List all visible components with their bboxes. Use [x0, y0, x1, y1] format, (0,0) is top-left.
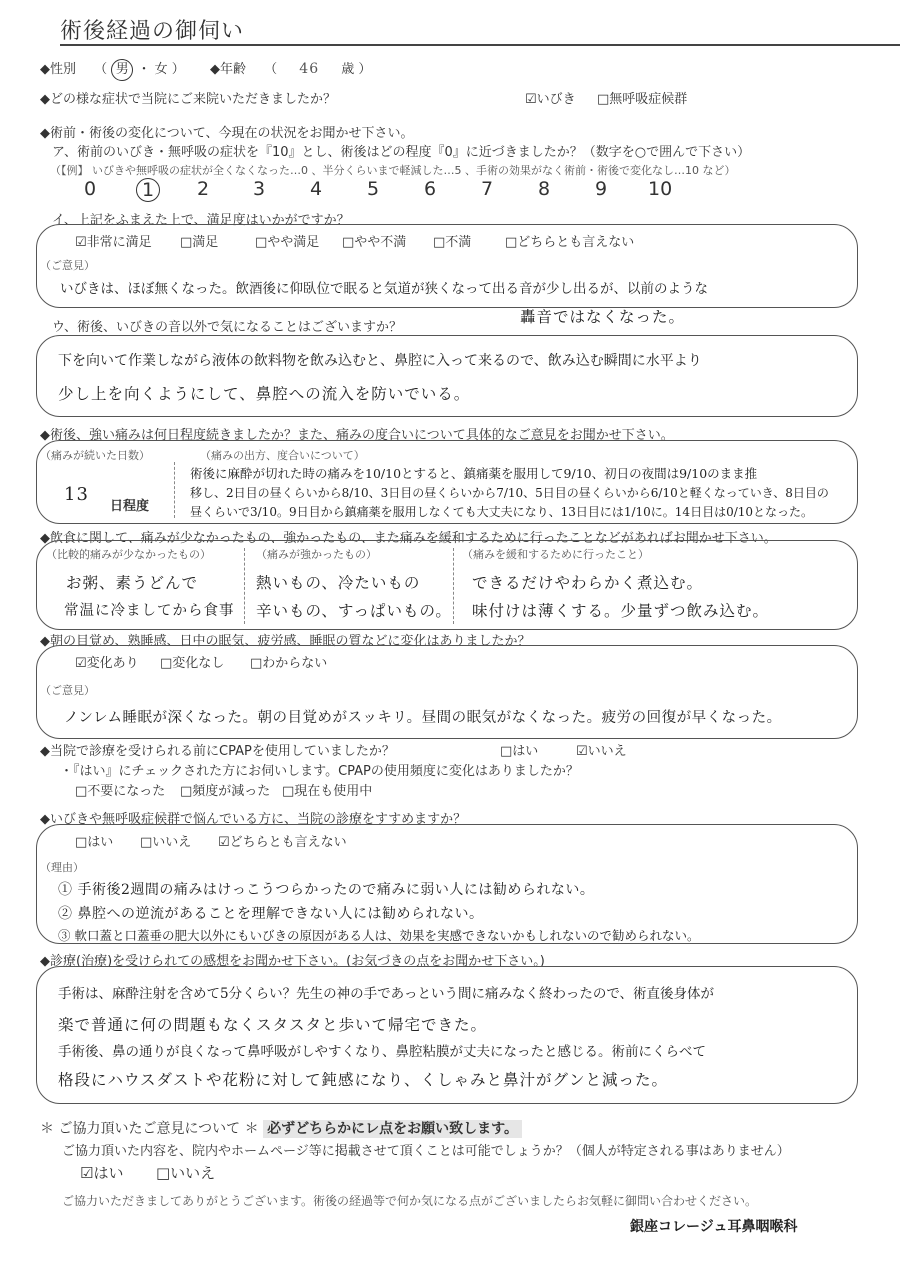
morning-answer: ノンレム睡眠が深くなった。朝の目覚めがスッキリ。昼間の眠気がなくなった。疲労の回復が早くなった。	[64, 710, 782, 726]
pain-detail-line3: 昼くらいで3/10。9日目から鎮痛薬を服用しなくても大丈夫になり、13日目には1/10に。14日目は0/10となった。	[190, 505, 814, 519]
recommend-yes[interactable]: □はい	[75, 835, 114, 850]
footer-consent-yes[interactable]: ☑はい	[80, 1164, 124, 1182]
satisfaction-very-satisfied[interactable]: ☑非常に満足	[75, 235, 152, 250]
scale-6[interactable]: 6	[424, 178, 437, 200]
pain-detail-line1: 術後に麻酔が切れた時の痛みを10/10とすると、鎮痛薬を服用して9/10、初日の夜間は9/10のまま推	[190, 466, 758, 481]
eating-col3-line2: 味付けは薄くする。少量ずつ飲み込む。	[472, 602, 770, 620]
scale-5[interactable]: 5	[367, 178, 380, 200]
change-sub-a: ア、術前のいびき・無呼吸の症状を『10』とし、術後はどの程度『0』に近づきましたか？（数字を○で囲んで下さい）	[52, 145, 751, 160]
scale-3[interactable]: 3	[253, 178, 266, 200]
scale-10[interactable]: 10	[648, 178, 673, 200]
impression-line2: 楽で普通に何の問題もなくスタスタと歩いて帰宅できた。	[58, 1016, 488, 1034]
gender-label: ◆性別	[40, 62, 76, 77]
gender-female-option[interactable]: 女	[154, 62, 168, 77]
clinic-name: 銀座コレージュ耳鼻咽喉科	[630, 1219, 798, 1235]
morning-unknown[interactable]: □わからない	[250, 656, 328, 671]
morning-opinion-label: （ご意見）	[40, 684, 95, 697]
symptom-option-snoring[interactable]: ☑いびき	[525, 92, 576, 107]
eating-col1-label: （比較的痛みが少なかったもの）	[46, 548, 211, 561]
satisfaction-answer-line2: 轟音ではなくなった。	[520, 308, 686, 326]
age-value[interactable]: 46	[299, 61, 320, 77]
impression-line3: 手術後、鼻の通りが良くなって鼻呼吸がしやすくなり、鼻腔粘膜が丈夫になったと感じる。術前にくらべて	[58, 1044, 706, 1060]
eating-col2-label: （痛みが強かったもの）	[256, 548, 377, 561]
gender-male-option[interactable]: 男	[111, 59, 133, 81]
recommend-reason-line3: ③ 軟口蓋と口蓋垂の肥大以外にもいびきの原因がある人は、効果を実感できないかもしれないので勧められない。	[58, 928, 700, 943]
satisfaction-satisfied[interactable]: □満足	[180, 235, 219, 250]
cpap-still-using[interactable]: □現在も使用中	[282, 784, 373, 799]
scale-8[interactable]: 8	[538, 178, 551, 200]
scale-0[interactable]: 0	[84, 178, 97, 200]
footer-thanks: ご協力いただきましてありがとうございます。術後の経過等で何か気になる点がございましたらお気軽に御問い合わせください。	[62, 1194, 758, 1208]
satisfaction-answer-line1: いびきは、ほぼ無くなった。飲酒後に仰臥位で眠ると気道が狭くなって出る音が少し出るが、以前のような	[60, 281, 708, 297]
age-paren-open: （	[264, 62, 278, 77]
other-concern-answer-line1: 下を向いて作業しながら液体の飲料物を飲み込むと、鼻腔に入って来るので、飲み込む瞬間に水平より	[58, 353, 702, 369]
cpap-sub-question: ・『はい』にチェックされた方にお伺いします。CPAPの使用頻度に変化はありましたか？	[60, 764, 579, 779]
footer-consent-row	[40, 1118, 522, 1138]
pain-question: ◆術後、強い痛みは何日程度続きましたか？また、痛みの度合いについて具体的なご意見をお聞かせ下さい。	[40, 428, 674, 443]
footer-emphasis: 必ずどちらかにレ点をお願い致します。	[263, 1120, 522, 1138]
satisfaction-somewhat-dissatisfied[interactable]: □やや不満	[342, 235, 407, 250]
pain-degree-label: （痛みの出方、度合いについて）	[200, 449, 365, 462]
scale-9[interactable]: 9	[595, 178, 608, 200]
morning-changed[interactable]: ☑変化あり	[75, 656, 139, 671]
impression-line4: 格段にハウスダストや花粉に対して鈍感になり、くしゃみと鼻汁がグンと減った。	[58, 1071, 669, 1089]
scale-7[interactable]: 7	[481, 178, 494, 200]
footer-consent-no[interactable]: □いいえ	[156, 1164, 216, 1182]
recommend-reason-line2: ② 鼻腔への逆流があることを理解できない人には勧められない。	[58, 906, 484, 922]
satisfaction-question: イ、上記をふまえた上で、満足度はいかがですか？	[52, 213, 350, 228]
change-example: （【例】 いびきや無呼吸の症状が全くなくなった…0 、半分くらいまで軽減した…5 、手術の効果がなく術前・術後で変化なし…10 など）	[50, 164, 736, 177]
recommend-reason-line1: ① 手術後2週間の痛みはけっこうつらかったので痛みに弱い人には勧められない。	[58, 882, 595, 898]
pain-divider	[174, 462, 175, 518]
recommend-neither[interactable]: ☑どちらとも言えない	[218, 835, 347, 850]
footer-question: ご協力頂いた内容を、院内やホームページ等に掲載させて頂くことは可能でしょうか？（個人が特定される事はありません）	[62, 1144, 790, 1159]
eating-col1-line1: お粥、素うどんで	[66, 574, 199, 592]
title-underline	[60, 44, 900, 46]
satisfaction-opinion-label: （ご意見）	[40, 259, 95, 272]
recommend-question: ◆いびきや無呼吸症候群で悩んでいる方に、当院の診療をすすめますか？	[40, 812, 467, 827]
gender-paren-close: ）	[171, 62, 185, 77]
scale-1-selected[interactable]: 1	[136, 178, 160, 202]
recommend-no[interactable]: □いいえ	[140, 835, 192, 850]
eating-col2-line2: 辛いもの、すっぱいもの。	[256, 602, 452, 620]
eating-divider-2	[453, 548, 454, 624]
eating-col2-line1: 熱いもの、冷たいもの	[256, 574, 421, 592]
age-unit: 歳	[341, 62, 355, 77]
eating-question: ◆飲食に関して、痛みが少なかったもの、強かったもの、また痛みを緩和するために行ったことなどがあればお聞かせ下さい。	[40, 531, 777, 546]
morning-question: ◆朝の目覚め、熟睡感、日中の眠気、疲労感、睡眠の質などに変化はありましたか？	[40, 634, 531, 649]
scale-4[interactable]: 4	[310, 178, 323, 200]
other-concern-question: ウ、術後、いびきの音以外で気になることはございますか？	[52, 320, 402, 335]
impression-question: ◆診療(治療)を受けられての感想をお聞かせ下さい。(お気づきの点をお聞かせ下さい。)	[40, 954, 545, 969]
cpap-frequency-reduced[interactable]: □頻度が減った	[180, 784, 271, 799]
eating-col3-label: （痛みを緩和するために行ったこと）	[462, 548, 649, 561]
cpap-question: ◆当院で診療を受けられる前にCPAPを使用していましたか？	[40, 744, 395, 759]
pain-days-unit: 日程度	[110, 499, 150, 514]
gender-row	[40, 58, 185, 81]
footer-heading: ＊ ご協力頂いたご意見について ＊	[40, 1121, 259, 1137]
page-title: 術後経過の御伺い	[60, 19, 245, 44]
scale-2[interactable]: 2	[197, 178, 210, 200]
impression-line1: 手術は、麻酔注射を含めて5分くらい？先生の神の手であっという間に痛みなく終わったので、術直後身体が	[58, 986, 715, 1002]
other-concern-box	[36, 335, 858, 417]
cpap-yes[interactable]: □はい	[500, 744, 539, 759]
gender-separator: ・	[137, 62, 151, 77]
eating-col3-line1: できるだけやわらかく煮込む。	[472, 574, 704, 592]
satisfaction-dissatisfied[interactable]: □不満	[433, 235, 472, 250]
other-concern-answer-line2: 少し上を向くようにして、鼻腔への流入を防いでいる。	[58, 385, 471, 403]
satisfaction-somewhat-satisfied[interactable]: □やや満足	[255, 235, 320, 250]
eating-divider-1	[244, 548, 245, 624]
pain-detail-line2: 移し、2日目の昼くらいから8/10、3日目の昼くらいから7/10、5日目の昼くらいから6/10と軽くなっていき、8日目の	[190, 486, 829, 500]
age-row	[210, 58, 371, 77]
morning-no-change[interactable]: □変化なし	[160, 656, 225, 671]
symptom-option-apnea[interactable]: □無呼吸症候群	[597, 92, 688, 107]
pain-days-label: （痛みが続いた日数）	[40, 449, 150, 462]
gender-paren-open: （	[94, 62, 108, 77]
cpap-no-longer-needed[interactable]: □不要になった	[75, 784, 166, 799]
age-paren-close: ）	[358, 62, 372, 77]
cpap-no[interactable]: ☑いいえ	[576, 744, 627, 759]
recommend-reason-label: （理由）	[40, 861, 84, 874]
satisfaction-neither[interactable]: □どちらとも言えない	[505, 235, 635, 250]
age-label: ◆年齢	[210, 62, 246, 77]
pain-days-value[interactable]: 13	[64, 484, 89, 505]
eating-col1-line2: 常温に冷ましてから食事	[64, 603, 235, 619]
symptom-question: ◆どの様な症状で当院にご来院いただきましたか？	[40, 92, 336, 107]
change-question: ◆術前・術後の変化について、今現在の状況をお聞かせ下さい。	[40, 126, 414, 141]
